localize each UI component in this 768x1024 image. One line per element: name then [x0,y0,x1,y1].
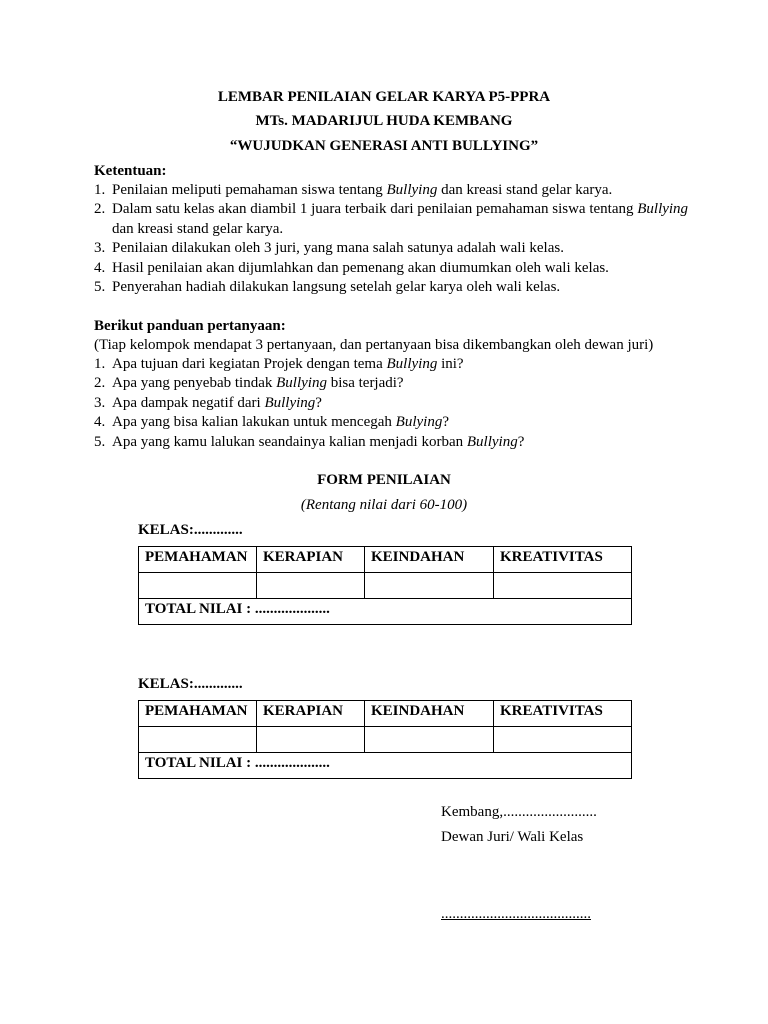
form-subtitle: (Rentang nilai dari 60-100) [300,497,468,513]
header-keindahan: KEINDAHAN [365,547,494,573]
list-item: 4. Apa yang bisa kalian lakukan untuk mencegah Bulying? [94,414,449,431]
table-header-row [139,701,632,727]
score-row [139,727,632,753]
list-item: 3. Penilaian dilakukan oleh 3 juri, yang mana salah satunya adalah wali kelas. [94,240,564,257]
total-nilai[interactable]: TOTAL NILAI : .................... [139,599,632,625]
panduan-list [94,355,714,452]
header-kreativitas: KREATIVITAS [494,701,632,727]
theme-title: “WUJUDKAN GENERASI ANTI BULLYING” [229,138,539,154]
total-row [139,753,632,779]
score-cell-kerapian[interactable] [257,573,365,599]
list-item: 4. Hasil penilaian akan dijumlahkan dan pemenang akan diumumkan oleh wali kelas. [94,259,609,276]
header-kerapian: KERAPIAN [257,701,365,727]
header-pemahaman: PEMAHAMAN [139,547,257,573]
header-keindahan: KEINDAHAN [365,701,494,727]
signature-place: Kembang,......................... [441,804,597,820]
score-row [139,573,632,599]
score-cell-kreativitas[interactable] [494,573,632,599]
list-item: 5. Apa yang kamu lalukan seandainya kalian menjadi korban Bullying? [94,433,525,450]
header-pemahaman: PEMAHAMAN [139,701,257,727]
list-item: 3. Apa dampak negatif dari Bullying? [94,394,322,411]
score-cell-kerapian[interactable] [257,727,365,753]
ketentuan-list [94,181,694,297]
list-item: 1. Penilaian meliputi pemahaman siswa tentang Bullying dan kreasi stand gelar karya. [94,182,613,198]
list-item: 2. Dalam satu kelas akan diambil 1 juara terbaik dari penilaian pemahaman siswa tentang Bullying dan kreasi stand gelar karya. [94,201,689,237]
form-title: FORM PENILAIAN [317,472,451,488]
score-table [138,700,632,779]
kelas-label: KELAS:............. [138,676,243,692]
signature-role: Dewan Juri/ Wali Kelas [441,829,584,845]
doc-title: LEMBAR PENILAIAN GELAR KARYA P5-PPRA [217,89,551,105]
score-cell-kreativitas[interactable] [494,727,632,753]
list-item: 2. Apa yang penyebab tindak Bullying bisa terjadi? [94,375,404,392]
panduan-note: (Tiap kelompok mendapat 3 pertanyaan, dan pertanyaan bisa dikembangkan oleh dewan juri) [94,337,654,353]
school-name: MTs. MADARIJUL HUDA KEMBANG [255,113,513,129]
kelas-label: KELAS:............. [138,522,243,538]
score-cell-keindahan[interactable] [365,573,494,599]
signature-line: ........................................ [441,906,591,922]
header-kreativitas: KREATIVITAS [494,547,632,573]
total-nilai[interactable]: TOTAL NILAI : .................... [139,753,632,779]
score-cell-pemahaman[interactable] [139,573,257,599]
list-item: 5. Penyerahan hadiah dilakukan langsung setelah gelar karya oleh wali kelas. [94,279,561,296]
total-row [139,599,632,625]
score-table [138,546,632,625]
score-cell-pemahaman[interactable] [139,727,257,753]
table-header-row [139,547,632,573]
list-item: 1. Apa tujuan dari kegiatan Projek dengan tema Bullying ini? [94,356,464,372]
header-kerapian: KERAPIAN [257,547,365,573]
panduan-heading: Berikut panduan pertanyaan: [94,318,286,334]
score-cell-keindahan[interactable] [365,727,494,753]
ketentuan-heading: Ketentuan: [94,163,167,179]
